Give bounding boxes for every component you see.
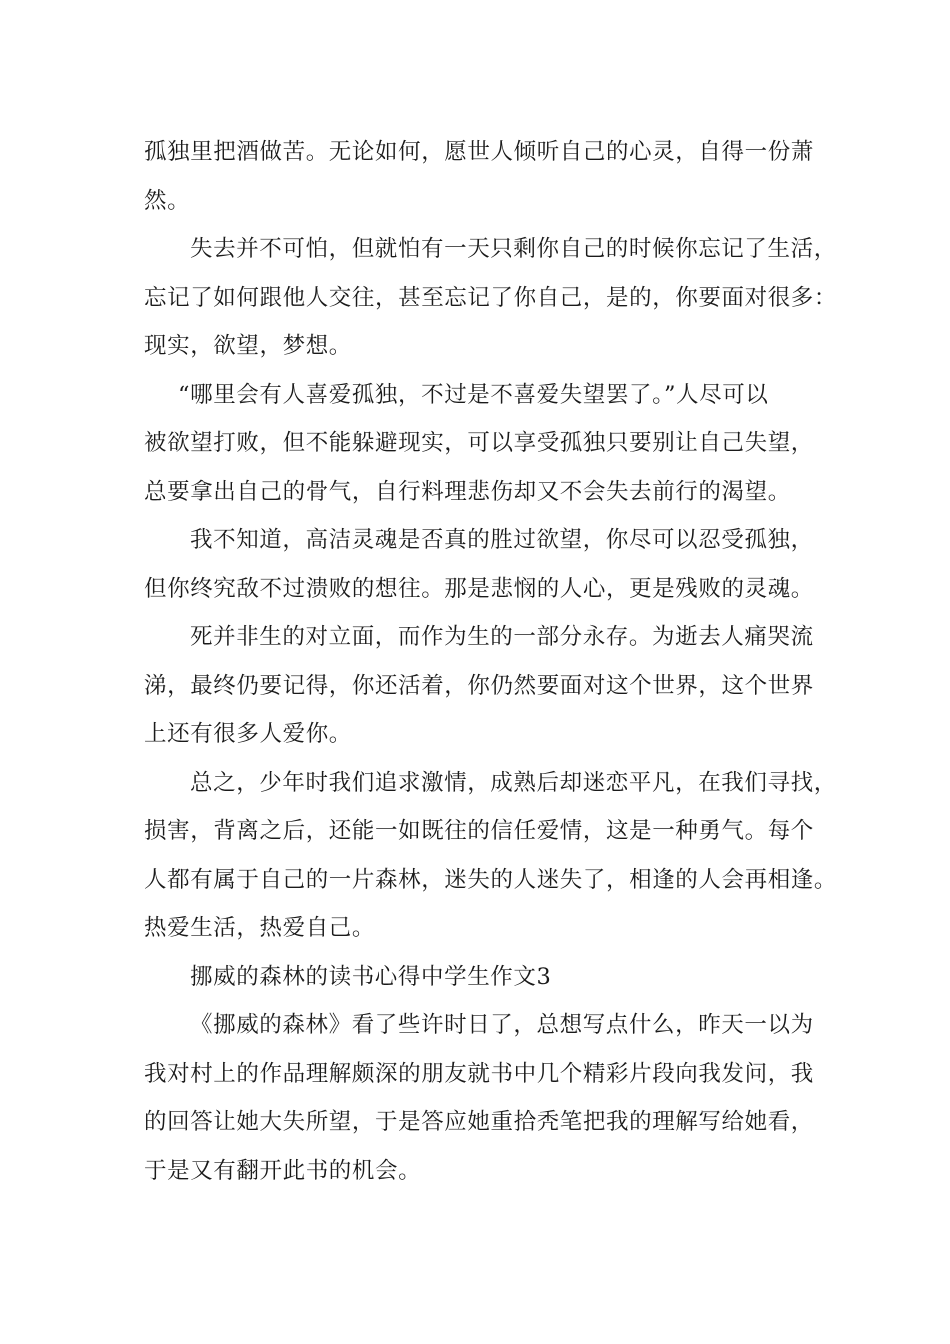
paragraph-line: 《挪威的森林》看了些许时日了，总想写点什么，昨天一以为 [190,1012,814,1038]
paragraph-line: 总要拿出自己的骨气，自行料理悲伤却又不会失去前行的渴望。 [144,478,791,505]
paragraph-line: 孤独里把酒做苦。无论如何，愿世人倾听自己的心灵，自得一份萧 [144,139,814,165]
paragraph-line: 我不知道，高洁灵魂是否真的胜过欲望，你尽可以忍受孤独， [190,527,814,553]
paragraph-line: 然。 [144,187,191,214]
section-heading: 挪威的森林的读书心得中学生作文3 [190,963,552,990]
paragraph-line: 我对村上的作品理解颇深的朋友就书中几个精彩片段向我发问，我 [144,1060,814,1087]
paragraph-line: 死并非生的对立面，而作为生的一部分永存。为逝去人痛哭流 [190,624,814,650]
paragraph-line: 总之，少年时我们追求激情，成熟后却迷恋平凡，在我们寻找， [190,769,837,796]
paragraph-line: 上还有很多人爱你。 [144,721,352,747]
paragraph-line: 涕，最终仍要记得，你还活着，你仍然要面对这个世界，这个世界 [144,672,814,699]
paragraph-line: 失去并不可怕，但就怕有一天只剩你自己的时候你忘记了生活， [190,236,837,262]
paragraph-line: “哪里会有人喜爱孤独，不过是不喜爱失望罢了。”人尽可以 [178,381,769,408]
paragraph-line: 于是又有翻开此书的机会。 [144,1157,422,1184]
paragraph-line: 现实，欲望，梦想。 [144,333,352,359]
document-body [144,128,838,1195]
paragraph-line: 但你终究敌不过溃败的想往。那是悲悯的人心，更是残败的灵魂。 [144,575,814,602]
paragraph-line: 被欲望打败，但不能躲避现实，可以享受孤独只要别让自己失望， [144,430,814,456]
paragraph-line: 热爱生活，热爱自己。 [144,915,376,941]
paragraph-line: 忘记了如何跟他人交往，甚至忘记了你自己，是的，你要面对很多： [144,284,838,311]
paragraph-line: 损害，背离之后，还能一如既往的信任爱情，这是一种勇气。每个 [144,818,814,844]
paragraph-line: 人都有属于自己的一片森林，迷失的人迷失了，相逢的人会再相逢。 [144,866,838,893]
paragraph-line: 的回答让她大失所望，于是答应她重拾秃笔把我的理解写给她看， [144,1109,814,1135]
